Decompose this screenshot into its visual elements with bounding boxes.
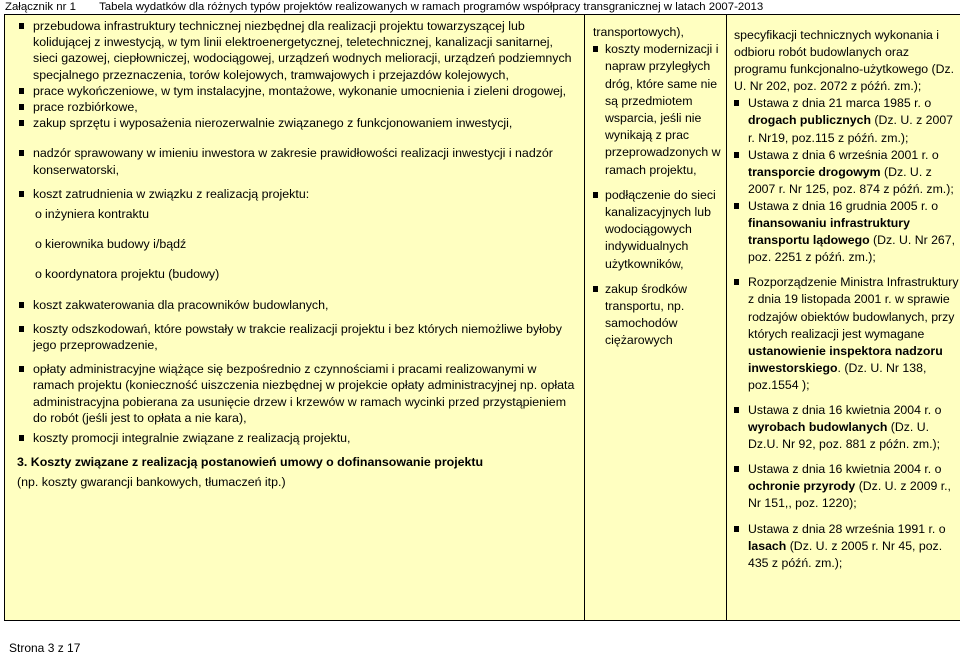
square-bullet-icon (19, 435, 24, 441)
list-item: koszt zakwaterowania dla pracowników budowlanych, (17, 297, 580, 313)
legal-basis-column (727, 15, 960, 621)
expenses-table (4, 14, 960, 621)
square-bullet-icon (734, 526, 739, 532)
list-item: przebudowa infrastruktury technicznej niezbędnej dla realizacji projektu towarzyszącej lub kolidującej z inwestycją, w tym linii elektroenergetycznej, teletechnicznej, kanalizacji sanitarnej, sieci gazowej, ciepłowniczej, wodociągowej, urządzeń wodnych melioracji, urządzeń podziemnych specjalnego przeznaczenia, torów kolejowych, tramwajowych i przejazdów kolejowych, (17, 18, 580, 83)
page-header (5, 0, 955, 14)
square-bullet-icon (734, 203, 739, 209)
continuation-text: transportowych), (593, 25, 684, 39)
attachment-label: Załącznik nr 1 (5, 1, 76, 13)
list-item: zakup środków transportu, np. samochodów ciężarowych (593, 281, 722, 350)
square-bullet-icon (19, 120, 24, 126)
square-bullet-icon (19, 302, 24, 308)
square-bullet-icon (19, 150, 24, 156)
list-item: Ustawa z dnia 16 grudnia 2005 r. o finansowaniu infrastruktury transportu lądowego (Dz. U. Nr 267, poz. 2251 z późń. zm.); (734, 198, 959, 266)
list-item: zakup sprzętu i wyposażenia nierozerwalnie związanego z funkcjonowaniem inwestycji, (17, 115, 580, 131)
square-bullet-icon (734, 466, 739, 472)
square-bullet-icon (593, 192, 598, 198)
continuation-text: specyfikacji technicznych wykonania i odbioru robót budowlanych oraz programu funkcjonalno-użytkowego (Dz. U. Nr 202, poz. 2072 z późń. zm.); (734, 28, 955, 94)
document-title: Tabela wydatków dla różnych typów projektów realizowanych w ramach programów współpracy transgranicznej w latach 2007-2013 (99, 1, 764, 13)
sub-item: o kierownika budowy i/bądź (35, 237, 187, 252)
list-item: opłaty administracyjne wiążące się bezpośrednio z czynnościami i pracami realizowanymi w ramach projektu (konieczność uiszczenia niezbędnej w projekcie opłaty administracyjnej np. opłata administracyjna pobierana za usunięcie drzew i krzewów w ramach wycinki przed przystąpieniem do robót (jeśli jest to opłata a nie kara), (17, 361, 580, 426)
square-bullet-icon (593, 46, 598, 52)
list-item: koszty modernizacji i napraw przyległych dróg, które same nie są przedmiotem wsparcia, jeśli nie wynikają z prac przeprowadzonych w ramach projektu, (593, 41, 722, 179)
square-bullet-icon (19, 23, 24, 29)
square-bullet-icon (734, 407, 739, 413)
section-3-title: 3. Koszty związane z realizacją postanowień umowy o dofinansowanie projektu (17, 455, 484, 470)
square-bullet-icon (734, 152, 739, 158)
sub-item: o koordynatora projektu (budowy) (35, 267, 220, 282)
square-bullet-icon (19, 326, 24, 332)
list-item: Ustawa z dnia 16 kwietnia 2004 r. o wyrobach budowlanych (Dz. U. Dz.U. Nr 92, poz. 881 z późn. zm.); (734, 402, 959, 453)
list-item: Ustawa z dnia 28 września 1991 r. o lasach (Dz. U. z 2005 r. Nr 45, poz. 435 z późń. zm.); (734, 521, 959, 572)
square-bullet-icon (19, 366, 24, 372)
list-item: prace rozbiórkowe, (17, 99, 580, 115)
list-item: Ustawa z dnia 21 marca 1985 r. o drogach publicznych (Dz. U. z 2007 r. Nr19, poz.115 z późń. zm.); (734, 95, 959, 146)
list-item: Rozporządzenie Ministra Infrastruktury z dnia 19 listopada 2001 r. w sprawie rodzajów obiektów budowlanych, przy których realizacji jest wymagane ustanowienie inspektora nadzoru inwestorskiego. (Dz. U. Nr 138, poz.1554 ); (734, 274, 959, 394)
list-item: prace wykończeniowe, w tym instalacyjne, montażowe, wykonanie umocnienia i zieleni drogowej, (17, 83, 580, 99)
square-bullet-icon (19, 104, 24, 110)
square-bullet-icon (19, 88, 24, 94)
section-3-note: (np. koszty gwarancji bankowych, tłumaczeń itp.) (17, 475, 286, 490)
square-bullet-icon (734, 100, 739, 106)
square-bullet-icon (734, 279, 739, 285)
square-bullet-icon (19, 191, 24, 197)
ineligible-costs-column (585, 15, 727, 621)
legal-acts-list (734, 95, 959, 266)
list-item: nadzór sprawowany w imieniu inwestora w zakresie prawidłowości realizacji inwestycji i nadzór konserwatorski, (17, 145, 580, 177)
page-number: Strona 3 z 17 (9, 641, 81, 655)
sub-item: o inżyniera kontraktu (35, 207, 149, 222)
list-item: koszt zatrudnienia w związku z realizacją projektu: (17, 186, 580, 202)
list-item: koszty odszkodowań, które powstały w trakcie realizacji projektu i bez których niemożliwe byłoby jego przeprowadzenie, (17, 321, 580, 353)
list-item: podłączenie do sieci kanalizacyjnych lub wodociągowych indywidualnych użytkowników, (593, 187, 722, 273)
list-item: Ustawa z dnia 16 kwietnia 2004 r. o ochronie przyrody (Dz. U. z 2009 r., Nr 151,, poz. 1220); (734, 461, 959, 512)
eligible-costs-column (5, 15, 585, 621)
list-item: koszty promocji integralnie związane z realizacją projektu, (17, 430, 580, 446)
square-bullet-icon (593, 286, 598, 292)
list-item: Ustawa z dnia 6 września 2001 r. o transporcie drogowym (Dz. U. z 2007 r. Nr 125, poz. 874 z późń. zm.); (734, 147, 959, 198)
